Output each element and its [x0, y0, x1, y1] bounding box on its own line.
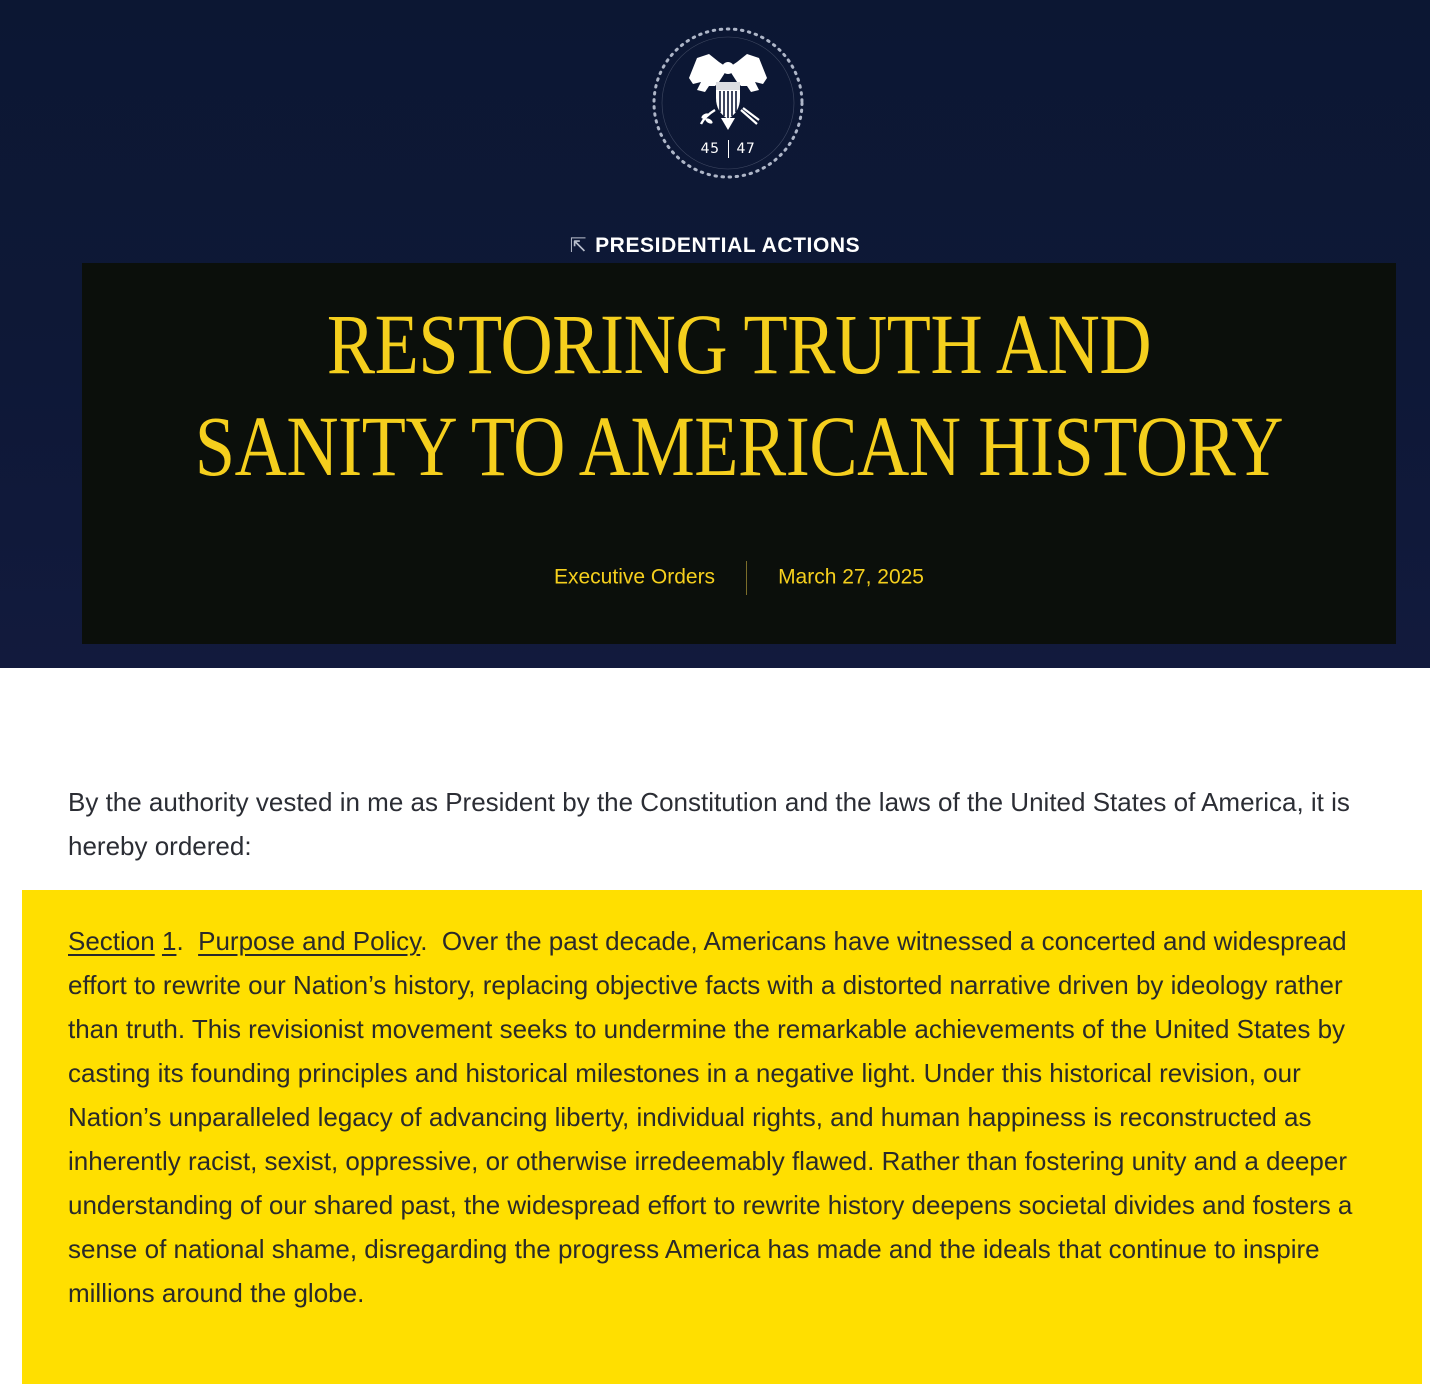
page-title	[187, 293, 1291, 497]
section-body-text: Over the past decade, Americans have witnessed a concerted and widespread effort to rewrite our Nation’s history, replacing objective facts with a distorted narrative driven by ideology rather than truth. This revisionist movement seeks to undermine the remarkable achievements of the United States by casting its founding principles and historical milestones in a negative light. Under this historical revision, our Nation’s unparalleled legacy of advancing liberty, individual rights, and human happiness is reconstructed as inherently racist, sexist, oppressive, or otherwise irredeemably flawed. Rather than fostering unity and a deeper understanding of our shared past, the widespread effort to rewrite history deepens societal divides and fosters a sense of national shame, disregarding the progress America has made and the ideals that continue to inspire millions around the globe.	[68, 926, 1353, 1308]
section-number: 1	[161, 926, 177, 956]
category-link[interactable]: Executive Orders	[554, 565, 716, 589]
hero-banner	[0, 0, 1430, 668]
seal-number-45: 45	[700, 141, 720, 157]
breadcrumb[interactable]	[0, 233, 1430, 258]
post-date: March 27, 2025	[778, 565, 924, 589]
seal-graphic	[649, 24, 807, 182]
seal-number-47: 47	[736, 141, 756, 157]
arrow-up-left-icon: ⇱	[569, 235, 588, 257]
post-meta	[82, 561, 1396, 595]
meta-divider	[746, 561, 747, 595]
section-1-paragraph: Section 1. Purpose and Policy. Over the past decade, Americans have witnessed a concerted and widespread effort to rewrite our Nation’s history, replacing objective facts with a distorted narrative driven by ideology rather than truth. This revisionist movement seeks to undermine the remarkable achievements of the United States by casting its founding principles and historical milestones in a negative light. Under this historical revision, our Nation’s unparalleled legacy of advancing liberty, individual rights, and human happiness is reconstructed as inherently racist, sexist, oppressive, or otherwise irredeemably flawed. Rather than fostering unity and a deeper understanding of our shared past, the widespread effort to rewrite history deepens societal divides and fosters a sense of national shame, disregarding the progress America has made and the ideals that continue to inspire millions around the globe.	[68, 926, 1353, 1308]
seal-number-divider	[728, 140, 729, 158]
seal-numbers	[649, 140, 807, 158]
page-title-line-1: RESTORING TRUTH AND	[326, 296, 1152, 392]
presidential-seal-icon[interactable]	[649, 24, 807, 182]
intro-paragraph: By the authority vested in me as President by the Constitution and the laws of the United States of America, it is hereby ordered:	[68, 787, 1350, 861]
highlighted-section	[22, 890, 1422, 1384]
breadcrumb-label[interactable]: PRESIDENTIAL ACTIONS	[595, 234, 861, 257]
title-box	[82, 263, 1396, 644]
page-title-line-2: SANITY TO AMERICAN HISTORY	[194, 398, 1284, 494]
section-heading: Purpose and Policy	[198, 926, 421, 956]
section-label: Section	[68, 926, 155, 956]
